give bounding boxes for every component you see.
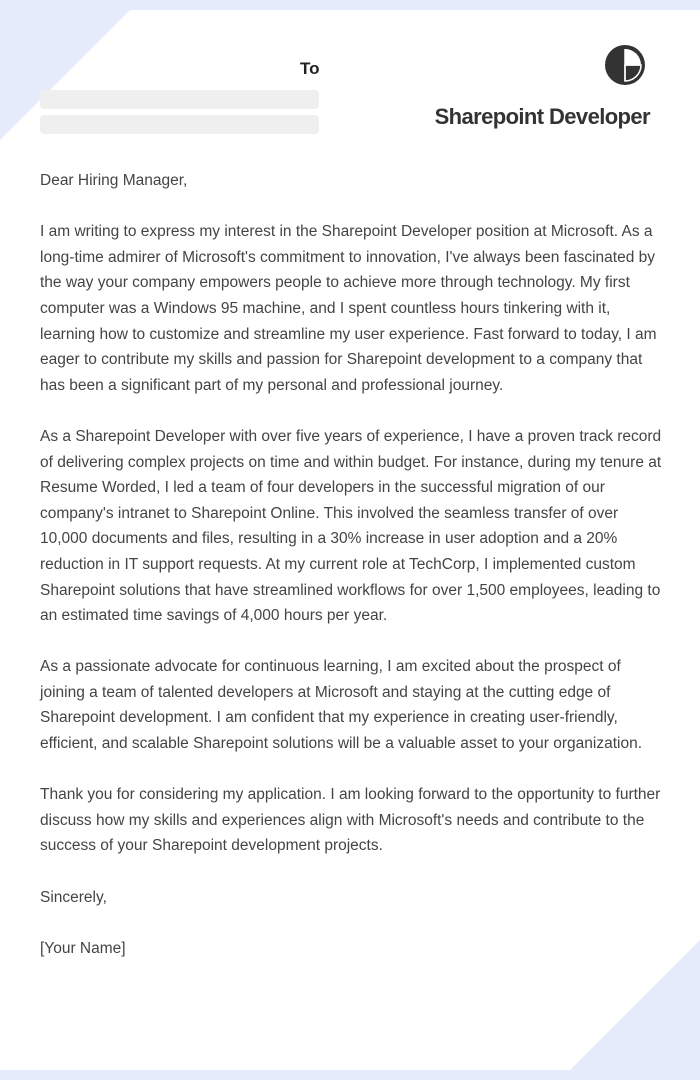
letter-paragraph: As a passionate advocate for continuous learning, I am excited about the prospect of joining a team of talented developers at Microsoft and staying at the cutting edge of Sharepoint development. I am confident that my experience in creating user-friendly, efficient, and scalable Sharepoint solutions will be a valuable asset to your organization. (40, 658, 643, 753)
letter-page (0, 10, 700, 1070)
job-title-heading: Sharepoint Developer (434, 104, 650, 129)
recipient-address-placeholder-line (40, 90, 319, 109)
letter-paragraph: As a Sharepoint Developer with over five years of experience, I have a proven track record of delivering complex projects on time and within budget. For instance, during my tenure at Resume Worded, I led a team of four developers in the successful migration of our company's intranet to Sharepoint Online. This involved the seamless transfer of over 10,000 documents and files, resulting in a 30% increase in user adoption and a 20% reduction in IT support requests. At my current role at TechCorp, I implemented custom Sharepoint solutions that have streamlined workflows for over 1,500 employees, leading to an estimated time savings of 4,000 hours per year. (40, 427, 662, 625)
closing: Sincerely, (40, 888, 107, 906)
signature: [Your Name] (40, 939, 126, 957)
letter-paragraph: Thank you for considering my application. I am looking forward to the opportunity to further discuss how my skills and experiences align with Microsoft's needs and contribute to the success of your Sharepoint development projects. (40, 786, 661, 855)
letter-paragraph: I am writing to express my interest in the Sharepoint Developer position at Microsoft. As a long-time admirer of Microsoft's commitment to innovation, I've always been fascinated by the way your company empowers people to achieve more through technology. My first computer was a Windows 95 machine, and I spent countless hours tinkering with it, learning how to customize and streamline my user experience. Fast forward to today, I am eager to contribute my skills and passion for Sharepoint development to a company that has been a significant part of my personal and professional journey. (40, 223, 657, 394)
recipient-label: To (300, 59, 320, 78)
salutation: Dear Hiring Manager, (40, 172, 188, 189)
pie-chart-icon (604, 44, 646, 86)
letter-body (40, 168, 662, 961)
recipient-address-placeholder-line (40, 115, 319, 134)
